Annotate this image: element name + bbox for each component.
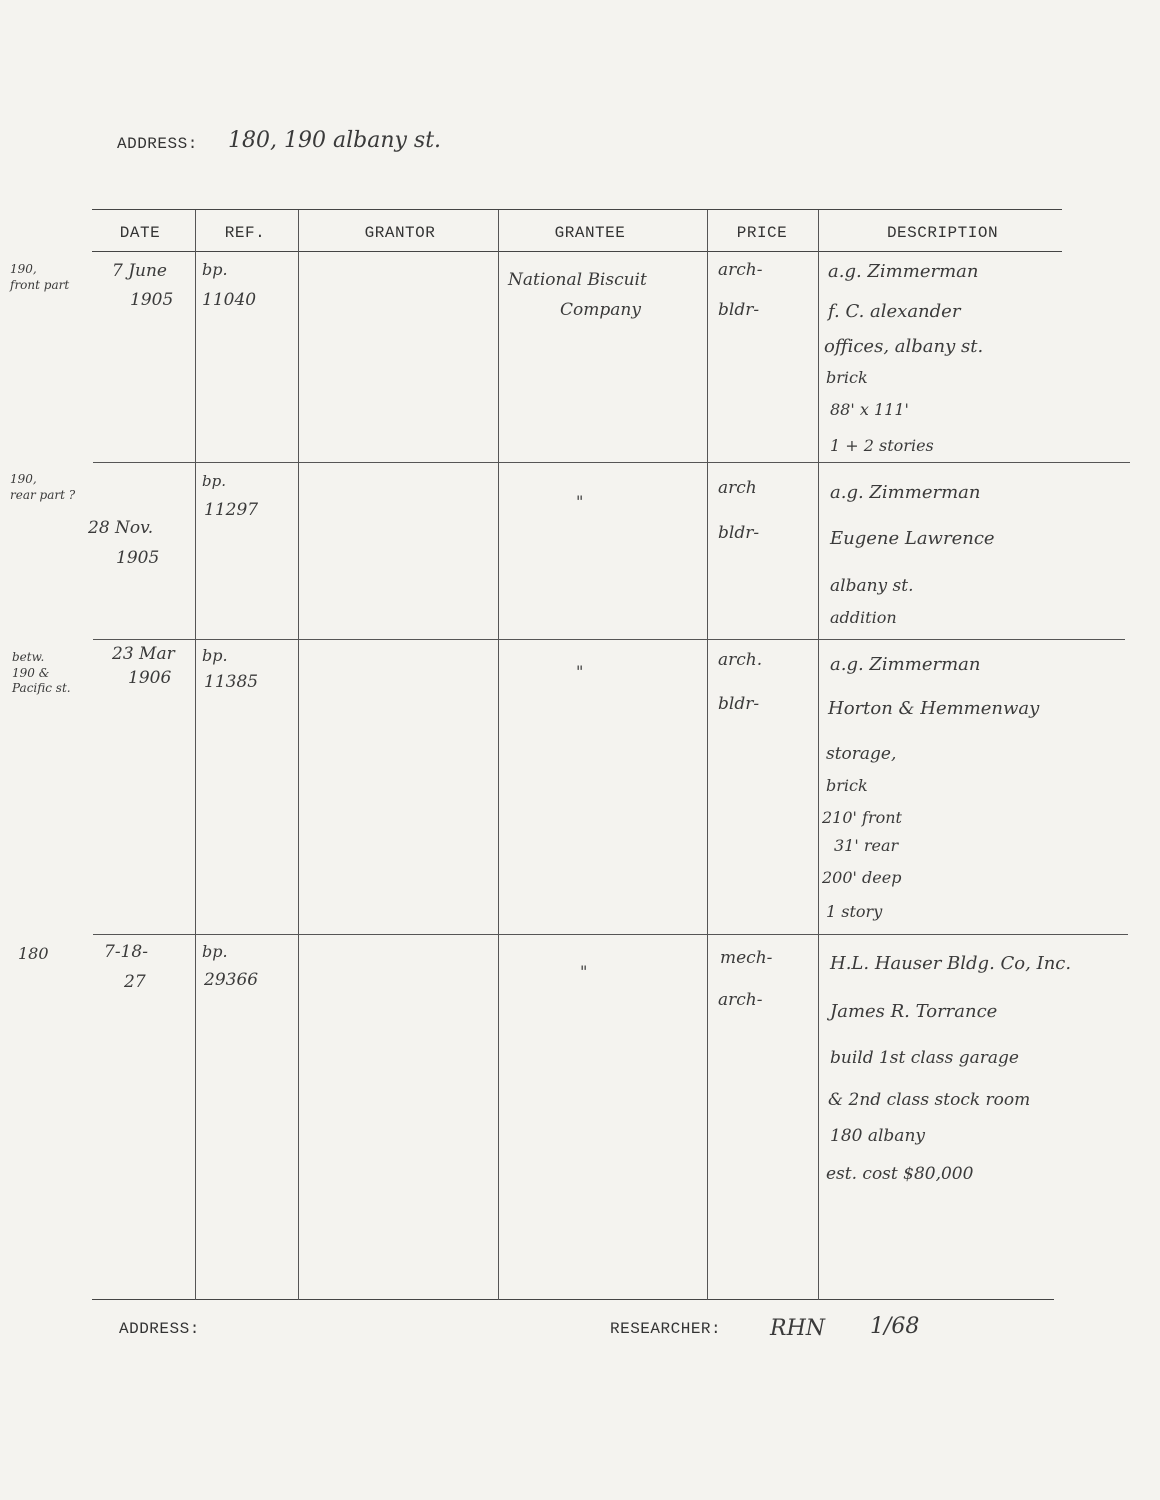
- ref-cell-line: 11385: [204, 672, 259, 692]
- date-cell-line: 1905: [130, 290, 174, 310]
- description-line: f. C. alexander: [828, 301, 961, 322]
- ref-cell-line: bp.: [202, 260, 228, 279]
- date-cell-line: 1906: [128, 668, 172, 688]
- ref-cell-line: bp.: [202, 646, 228, 665]
- column-divider: [498, 210, 499, 1300]
- margin-note-line: 190,: [10, 262, 37, 276]
- description-line: 1 story: [826, 902, 883, 921]
- description-line: a.g. Zimmerman: [830, 482, 981, 503]
- margin-note-line: betw.: [12, 650, 45, 664]
- grantee-ditto: ": [576, 662, 584, 681]
- table-bottom-rule: [92, 1299, 1054, 1300]
- price-cell-line: mech-: [720, 948, 773, 968]
- price-cell-line: arch-: [718, 260, 763, 280]
- date-cell-line: 28 Nov.: [88, 518, 154, 538]
- ref-cell-line: 29366: [204, 970, 259, 990]
- date-cell-line: 1905: [116, 548, 160, 568]
- researcher-label: RESEARCHER:: [610, 1320, 722, 1338]
- price-cell-line: arch-: [718, 990, 763, 1010]
- description-line: James R. Torrance: [830, 1001, 998, 1022]
- description-line: offices, albany st.: [824, 336, 984, 357]
- description-line: 180 albany: [830, 1126, 925, 1146]
- ref-cell-line: 11297: [204, 500, 259, 520]
- description-line: a.g. Zimmerman: [828, 261, 979, 282]
- description-line: H.L. Hauser Bldg. Co, Inc.: [830, 953, 1072, 974]
- margin-note: [12, 650, 71, 697]
- row-divider: [93, 639, 1125, 640]
- description-line: 31' rear: [834, 836, 899, 855]
- description-line: 1 + 2 stories: [830, 436, 934, 455]
- description-line: Horton & Hemmenway: [828, 698, 1040, 719]
- row-divider: [93, 462, 1130, 463]
- researcher-date: 1/68: [870, 1314, 920, 1339]
- grantee-ditto: ": [580, 962, 588, 981]
- price-cell-line: bldr-: [718, 300, 760, 320]
- price-cell-line: bldr-: [718, 694, 760, 714]
- grantee-ditto: ": [576, 492, 584, 511]
- grantee-cell-line: Company: [560, 300, 641, 320]
- description-line: a.g. Zimmerman: [830, 654, 981, 675]
- column-header-description: DESCRIPTION: [886, 224, 999, 242]
- description-line: Eugene Lawrence: [830, 528, 995, 549]
- margin-note-line: 180: [18, 944, 49, 963]
- margin-note-line: front part: [10, 277, 70, 292]
- column-header-grantor: GRANTOR: [364, 224, 436, 242]
- date-cell-line: 7 June: [112, 261, 167, 281]
- description-line: est. cost $80,000: [826, 1164, 974, 1184]
- margin-note: [10, 262, 69, 293]
- description-line: addition: [830, 608, 897, 627]
- description-line: 210' front: [822, 808, 902, 827]
- address-label: ADDRESS:: [117, 135, 198, 153]
- date-cell-line: 27: [124, 972, 146, 992]
- description-line: brick: [826, 776, 868, 795]
- grantee-cell-line: National Biscuit: [508, 270, 647, 290]
- researcher-name: RHN: [770, 1316, 825, 1341]
- date-cell-line: 23 Mar: [112, 644, 175, 664]
- row-divider: [93, 934, 1128, 935]
- column-divider: [298, 210, 299, 1300]
- margin-note-line: 190,: [10, 472, 37, 486]
- description-line: 200' deep: [822, 868, 902, 887]
- date-cell-line: 7-18-: [104, 942, 148, 962]
- description-line: 88' x 111': [830, 400, 909, 419]
- column-header-date: DATE: [119, 224, 161, 242]
- ref-cell-line: bp.: [202, 472, 226, 490]
- margin-note-line: 190 &: [12, 665, 50, 680]
- column-divider: [818, 210, 819, 1300]
- description-line: brick: [826, 368, 868, 387]
- description-line: & 2nd class stock room: [828, 1090, 1031, 1110]
- price-cell-line: arch: [718, 478, 757, 498]
- column-header-ref: REF.: [224, 224, 266, 242]
- table-top-rule: [92, 209, 1062, 210]
- description-line: build 1st class garage: [830, 1048, 1019, 1068]
- column-divider: [195, 210, 196, 1300]
- description-line: storage,: [826, 744, 897, 764]
- price-cell-line: bldr-: [718, 523, 760, 543]
- price-cell-line: arch.: [718, 650, 763, 670]
- margin-note: [18, 944, 49, 965]
- footer-address-label: ADDRESS:: [119, 1320, 200, 1338]
- margin-note: [10, 472, 75, 503]
- column-header-grantee: GRANTEE: [554, 224, 626, 242]
- ref-cell-line: bp.: [202, 942, 228, 961]
- description-line: albany st.: [830, 576, 914, 596]
- table-header-rule: [92, 251, 1062, 252]
- column-header-price: PRICE: [736, 224, 788, 242]
- ref-cell-line: 11040: [202, 290, 257, 310]
- margin-note-line: rear part ?: [10, 487, 76, 502]
- margin-note-line: Pacific st.: [12, 681, 71, 696]
- column-divider: [707, 210, 708, 1300]
- address-value: 180, 190 albany st.: [228, 128, 442, 153]
